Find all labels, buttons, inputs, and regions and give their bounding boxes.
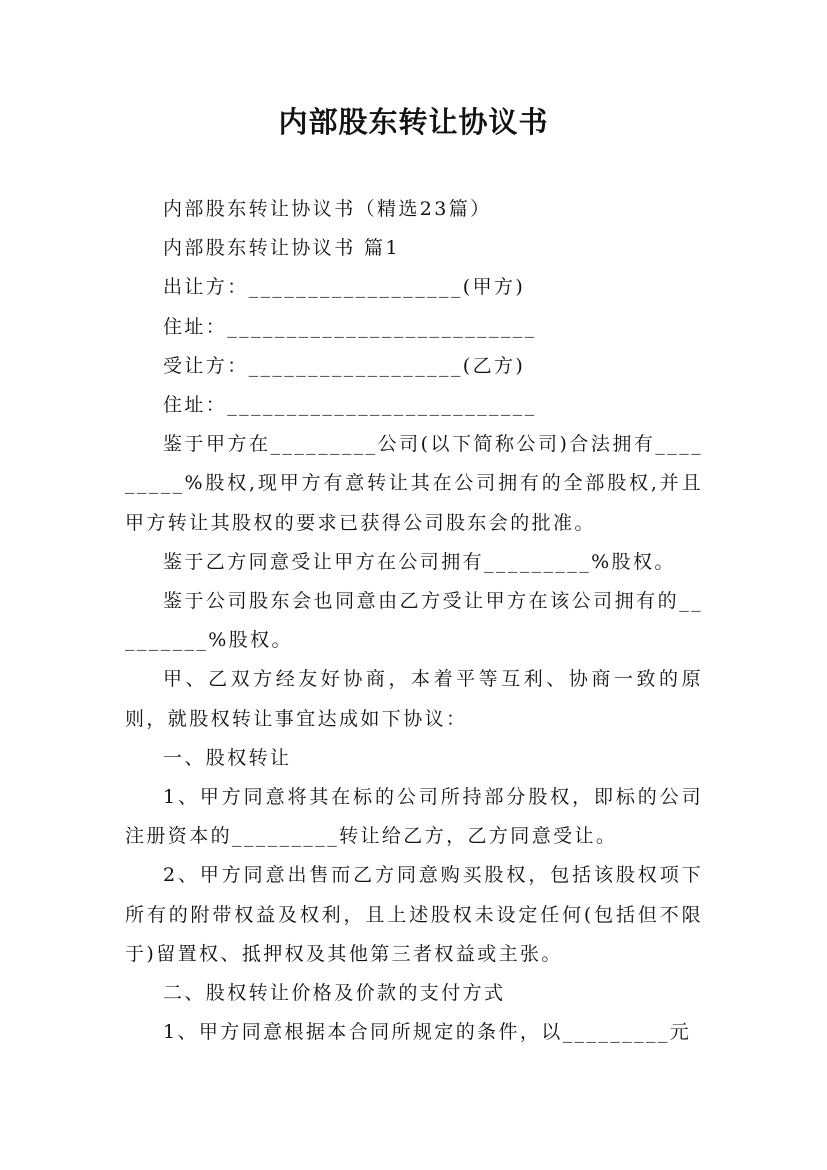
paragraph-heading-1: 一、股权转让 [163,746,292,769]
paragraph-clause-1-1: 1、甲方同意将其在标的公司所持部分股权，即标的公司注册资本的_________转让给乙方，乙方同意受让。 [125,786,703,848]
paragraph-subtitle: 内部股东转让协议书（精选23篇） [163,198,492,220]
paragraph-whereas-1: 鉴于甲方在_________公司(以下简称公司)合法拥有_________%股权,现甲方有意转让其在公司拥有的全部股权,并且甲方转让其股权的要求已获得公司股东会的批准。 [125,433,703,534]
paragraph-clause-1-2: 2、甲方同意出售而乙方同意购买股权，包括该股权项下所有的附带权益及权利，且上述股权未设定任何(包括但不限于)留置权、抵押权及其他第三者权益或主张。 [125,864,703,965]
paragraph-transferee: 受让方：__________________(乙方) [163,354,526,377]
paragraph-clause-2-1: 1、甲方同意根据本合同所规定的条件，以_________元 [163,1021,692,1044]
document-title: 内部股东转让协议书 [278,105,549,139]
paragraph-whereas-3: 鉴于公司股东会也同意由乙方受让甲方在该公司拥有的_________%股权。 [125,590,703,652]
paragraph-transferee-address: 住址：__________________________ [163,394,537,417]
document-body [125,190,703,1052]
paragraph-transferor: 出让方：__________________(甲方) [163,276,526,299]
paragraph-agreement-intro: 甲、乙双方经友好协商，本着平等互利、协商一致的原则，就股权转让事宜达成如下协议： [125,668,703,730]
paragraph-section-heading: 内部股东转让协议书 篇1 [163,237,400,260]
paragraph-heading-2: 二、股权转让价格及价款的支付方式 [163,982,506,1005]
paragraph-whereas-2: 鉴于乙方同意受让甲方在公司拥有_________%股权。 [163,550,676,573]
paragraph-transferor-address: 住址：__________________________ [163,315,537,338]
